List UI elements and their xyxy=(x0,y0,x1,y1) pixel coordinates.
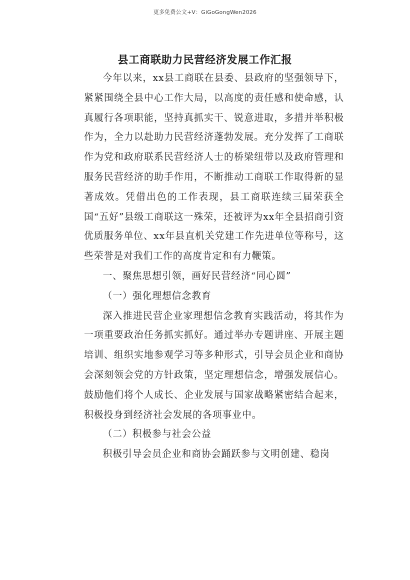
paragraph-intro: 今年以来，xx县工商联在县委、县政府的坚强领导下，紧紧围绕全县中心工作大局，以高度的责任感和使命感，认真履行各项职能，坚持真抓实干、锐意进取，多措并举积极作为，全力以赴助力民营经济蓬勃发展。充分发挥了工商联作为党和政府联系民营经济人士的桥梁纽带以及政府管理和服务民营经济的助手作用，不断推动工商联工作取得新的显著成效。凭借出色的工作表现，县工商联连续三届荣获全国“五好”县级工商联这一殊荣，还被评为xx年全县招商引资优质服务单位、xx年县直机关党建工作先进单位等称号，这些荣誉是对我们工作的高度肯定和有力鞭策。 xyxy=(84,73,344,263)
document-title: 县工商联助力民营经济发展工作汇报 xyxy=(117,54,293,66)
subsection-heading-1: （一）强化理想信念教育 xyxy=(102,290,212,302)
subsection-heading-2: （二）积极参与社会公益 xyxy=(102,429,212,441)
document-body xyxy=(84,69,344,465)
paragraph-public-welfare: 积极引导会员企业和商协会踊跃参与文明创建、稳岗 xyxy=(102,449,330,461)
header-watermark: 更多免费公文+V：GiGoGongWen2026 xyxy=(153,10,257,16)
section-heading-1: 一、聚焦思想引领，画好民营经济“同心圆” xyxy=(102,270,292,282)
paragraph-ideals: 深入推进民营企业家理想信念教育实践活动，将其作为一项重要政治任务抓实抓好。通过举办专题讲座、开展主题培训、组织实地参观学习等多种形式，引导会员企业和商协会深刻领会党的方针政策，坚定理想信念，增强发展信心。鼓励他们将个人成长、企业发展与国家战略紧密结合起来，积极投身到经济社会发展的各项事业中。 xyxy=(84,310,344,421)
